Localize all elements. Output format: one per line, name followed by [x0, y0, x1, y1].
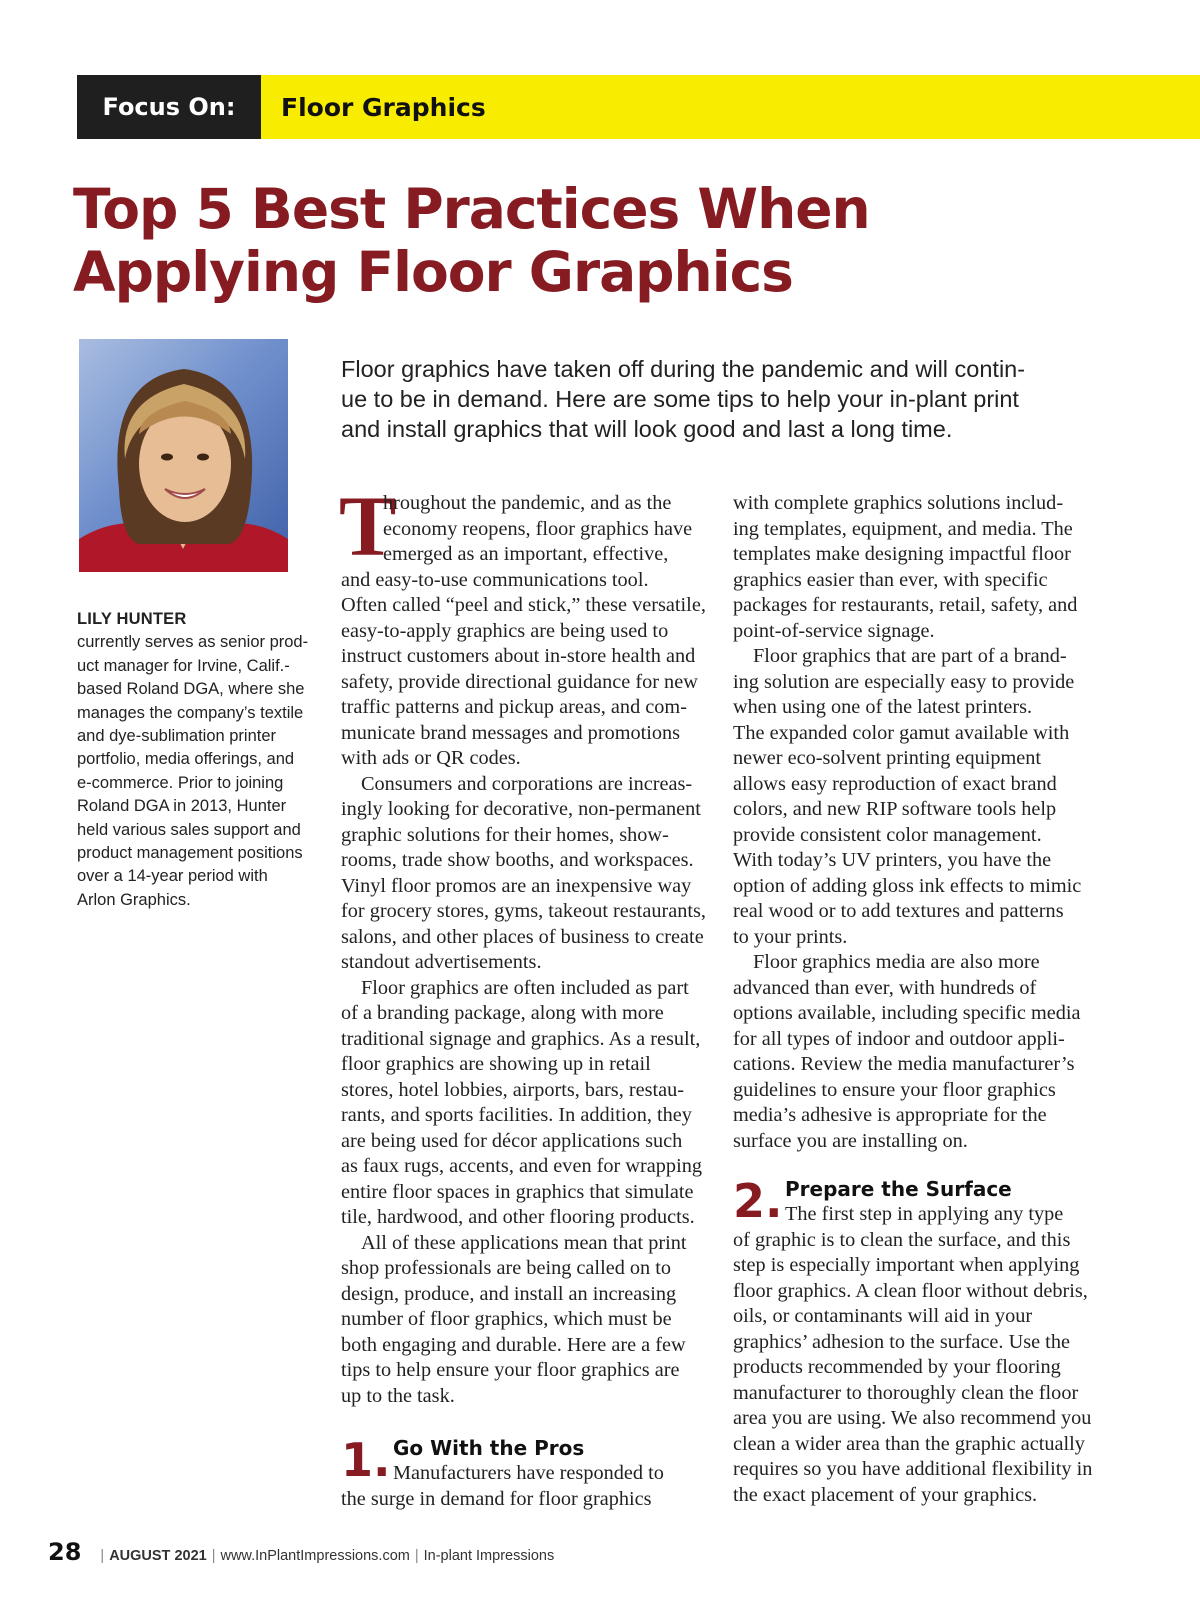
paragraph-line: cations. Review the media manufacturer’s [733, 1053, 1075, 1075]
paragraph-line: clean a wider area than the graphic actually [733, 1432, 1085, 1455]
paragraph-line: stores, hotel lobbies, airports, bars, restau- [341, 1078, 685, 1101]
drop-cap: T [339, 478, 397, 574]
paragraph-line: easy-to-apply graphics are being used to [341, 619, 669, 642]
paragraph-line: Manufacturers have responded to [393, 1462, 664, 1484]
paragraph-line: step is especially important when applying [733, 1254, 1080, 1276]
paragraph-line: with complete graphics solutions includ- [733, 492, 1064, 514]
bio-line: and dye-sublimation printer [77, 727, 277, 746]
footer-publication: In-plant Impressions [423, 1548, 555, 1564]
paragraph-line: the surge in demand for floor graphics [341, 1487, 652, 1510]
paragraph-line: Vinyl floor promos are an inexpensive way [341, 874, 692, 897]
paragraph-line: with ads or QR codes. [341, 747, 521, 769]
page-footer [48, 1538, 554, 1566]
paragraph-line: safety, provide directional guidance for new [341, 670, 698, 693]
paragraph-line: design, produce, and install an increasing [341, 1282, 677, 1305]
paragraph-line: for grocery stores, gyms, takeout restaurants, [341, 900, 706, 922]
paragraph-line: point-of-service signage. [733, 619, 935, 642]
paragraph-line: when using one of the latest printers. [733, 696, 1033, 718]
paragraph-line: instruct customers about in-store health and [341, 645, 696, 667]
banner-topic: Floor Graphics [261, 75, 1200, 139]
headline-line: Applying Floor Graphics [73, 240, 793, 304]
bio-line: based Roland DGA, where she [77, 680, 305, 699]
paragraph-line: The first step in applying any type [785, 1203, 1064, 1225]
paragraph-line: emerged as an important, effective, [383, 543, 669, 565]
paragraph-line: for all types of indoor and outdoor appli- [733, 1027, 1065, 1050]
paragraph-line: oils, or contaminants will aid in your [733, 1305, 1033, 1327]
paragraph-line: graphics’ adhesion to the surface. Use the [733, 1330, 1070, 1353]
bio-line: portfolio, media offerings, and [77, 750, 295, 769]
paragraph-line: media’s adhesive is appropriate for the [733, 1104, 1047, 1126]
paragraph-line: surface you are installing on. [733, 1129, 968, 1152]
footer-date: AUGUST 2021 [109, 1548, 207, 1564]
footer-separator: | [100, 1548, 105, 1564]
tip-section-go-with-the-pros [341, 1435, 713, 1512]
paragraph-line: of graphic is to clean the surface, and this [733, 1228, 1071, 1251]
paragraph-line: salons, and other places of business to create [341, 925, 704, 948]
deck-line: and install graphics that will look good and last a long time. [341, 416, 953, 442]
paragraph-line: Floor graphics media are also more [753, 951, 1040, 973]
page-number: 28 [48, 1538, 82, 1566]
paragraph-line: The expanded color gamut available with [733, 721, 1070, 744]
paragraph-line: products recommended by your flooring [733, 1356, 1061, 1378]
body-column-right [733, 491, 1105, 1508]
bio-line: e-commerce. Prior to joining [77, 773, 284, 792]
paragraph-line: tile, hardwood, and other flooring products. [341, 1206, 695, 1228]
paragraph-line: the exact placement of your graphics. [733, 1483, 1038, 1506]
footer-separator: | [211, 1548, 216, 1564]
paragraph-line: requires so you have additional flexibility in [733, 1458, 1093, 1480]
paragraph-line: allows easy reproduction of exact brand [733, 772, 1057, 795]
author-name: LILY HUNTER [77, 610, 187, 628]
paragraph-line: ing templates, equipment, and media. The [733, 517, 1073, 540]
paragraph-line: hroughout the pandemic, and as the [383, 492, 672, 514]
paragraph-line: provide consistent color management. [733, 823, 1042, 846]
paragraph-line: newer eco-solvent printing equipment [733, 747, 1042, 769]
author-bio [77, 608, 319, 912]
paragraph-line: and easy-to-use communications tool. [341, 568, 649, 591]
paragraph-line: floor graphics are showing up in retail [341, 1053, 651, 1075]
paragraph-line: option of adding gloss ink effects to mimic [733, 874, 1082, 897]
tip-section-prepare-the-surface [733, 1176, 1105, 1508]
paragraph-line: standout advertisements. [341, 951, 542, 973]
article-headline [73, 178, 1073, 304]
paragraph-line: advanced than ever, with hundreds of [733, 976, 1037, 999]
footer-url[interactable]: www.InPlantImpressions.com [220, 1548, 410, 1564]
paragraph-line: graphic solutions for their homes, show- [341, 823, 669, 846]
paragraph-line: All of these applications mean that print [361, 1231, 687, 1254]
deck-line: Floor graphics have taken off during the pandemic and will contin- [341, 356, 1026, 382]
paragraph-line: rants, and sports facilities. In addition, they [341, 1104, 692, 1126]
paragraph-line: shop professionals are being called on to [341, 1257, 672, 1279]
paragraph-line: templates make designing impactful floor [733, 543, 1071, 565]
paragraph-line: manufacturer to thoroughly clean the floor [733, 1381, 1079, 1404]
author-bio-text [77, 631, 319, 912]
banner-label: Focus On: [77, 75, 261, 139]
tip-number: 1. [341, 1433, 391, 1487]
paragraph-line: number of floor graphics, which must be [341, 1308, 672, 1330]
paragraph-line: floor graphics. A clean floor without debris, [733, 1279, 1088, 1302]
bio-line: held various sales support and [77, 820, 301, 839]
paragraph-line: rooms, trade show booths, and workspaces. [341, 849, 694, 871]
paragraph-line: ing solution are especially easy to provide [733, 670, 1075, 693]
bio-line: currently serves as senior prod- [77, 633, 309, 652]
paragraph-line: guidelines to ensure your floor graphics [733, 1078, 1056, 1101]
footer-separator: | [414, 1548, 419, 1564]
paragraph-line: Floor graphics that are part of a brand- [753, 645, 1067, 667]
paragraph-line: options available, including specific media [733, 1002, 1081, 1024]
author-portrait-illustration [79, 339, 288, 572]
paragraph-line: ingly looking for decorative, non-permanent [341, 798, 701, 820]
paragraph-line: Often called “peel and stick,” these versatile, [341, 594, 706, 616]
article-deck [341, 354, 1121, 444]
tip-heading: Prepare the Surface [785, 1177, 1012, 1201]
bio-line: Arlon Graphics. [77, 890, 191, 909]
bio-line: manages the company’s textile [77, 703, 304, 722]
headline-line: Top 5 Best Practices When [73, 177, 870, 241]
paragraph-line: up to the task. [341, 1384, 455, 1407]
paragraph-line: graphics easier than ever, with specific [733, 568, 1048, 591]
paragraph-line: colors, and new RIP software tools help [733, 798, 1057, 820]
bio-line: over a 14-year period with [77, 867, 268, 886]
bio-line: uct manager for Irvine, Calif.- [77, 656, 290, 675]
paragraph-line: Floor graphics are often included as part [361, 976, 689, 999]
paragraph-line: are being used for décor applications such [341, 1129, 683, 1152]
deck-line: ue to be in demand. Here are some tips to help your in-plant print [341, 386, 1019, 412]
paragraph-line: municate brand messages and promotions [341, 721, 681, 744]
paragraph-line: tips to help ensure your floor graphics are [341, 1359, 680, 1381]
paragraph-line: With today’s UV printers, you have the [733, 849, 1052, 871]
paragraph-line: both engaging and durable. Here are a few [341, 1333, 686, 1356]
bio-line: Roland DGA in 2013, Hunter [77, 797, 287, 816]
paragraph-line: economy reopens, floor graphics have [383, 517, 693, 540]
paragraph-line: packages for restaurants, retail, safety, and [733, 594, 1078, 616]
paragraph-line: as faux rugs, accents, and even for wrapping [341, 1155, 702, 1177]
paragraph-line: of a branding package, along with more [341, 1002, 664, 1024]
paragraph-line: Consumers and corporations are increas- [361, 772, 693, 795]
paragraph-line: traditional signage and graphics. As a result, [341, 1027, 701, 1050]
section-banner [77, 75, 1200, 139]
paragraph-line: entire floor spaces in graphics that simulate [341, 1180, 694, 1203]
paragraph-line: area you are using. We also recommend you [733, 1407, 1092, 1429]
bio-line: product management positions [77, 844, 303, 863]
tip-heading: Go With the Pros [393, 1436, 585, 1460]
author-photo [79, 339, 288, 572]
tip-number: 2. [733, 1174, 783, 1228]
paragraph-line: traffic patterns and pickup areas, and com- [341, 696, 687, 718]
body-column-left [339, 478, 713, 1512]
paragraph-line: real wood or to add textures and patterns [733, 900, 1064, 922]
paragraph-line: to your prints. [733, 925, 848, 948]
